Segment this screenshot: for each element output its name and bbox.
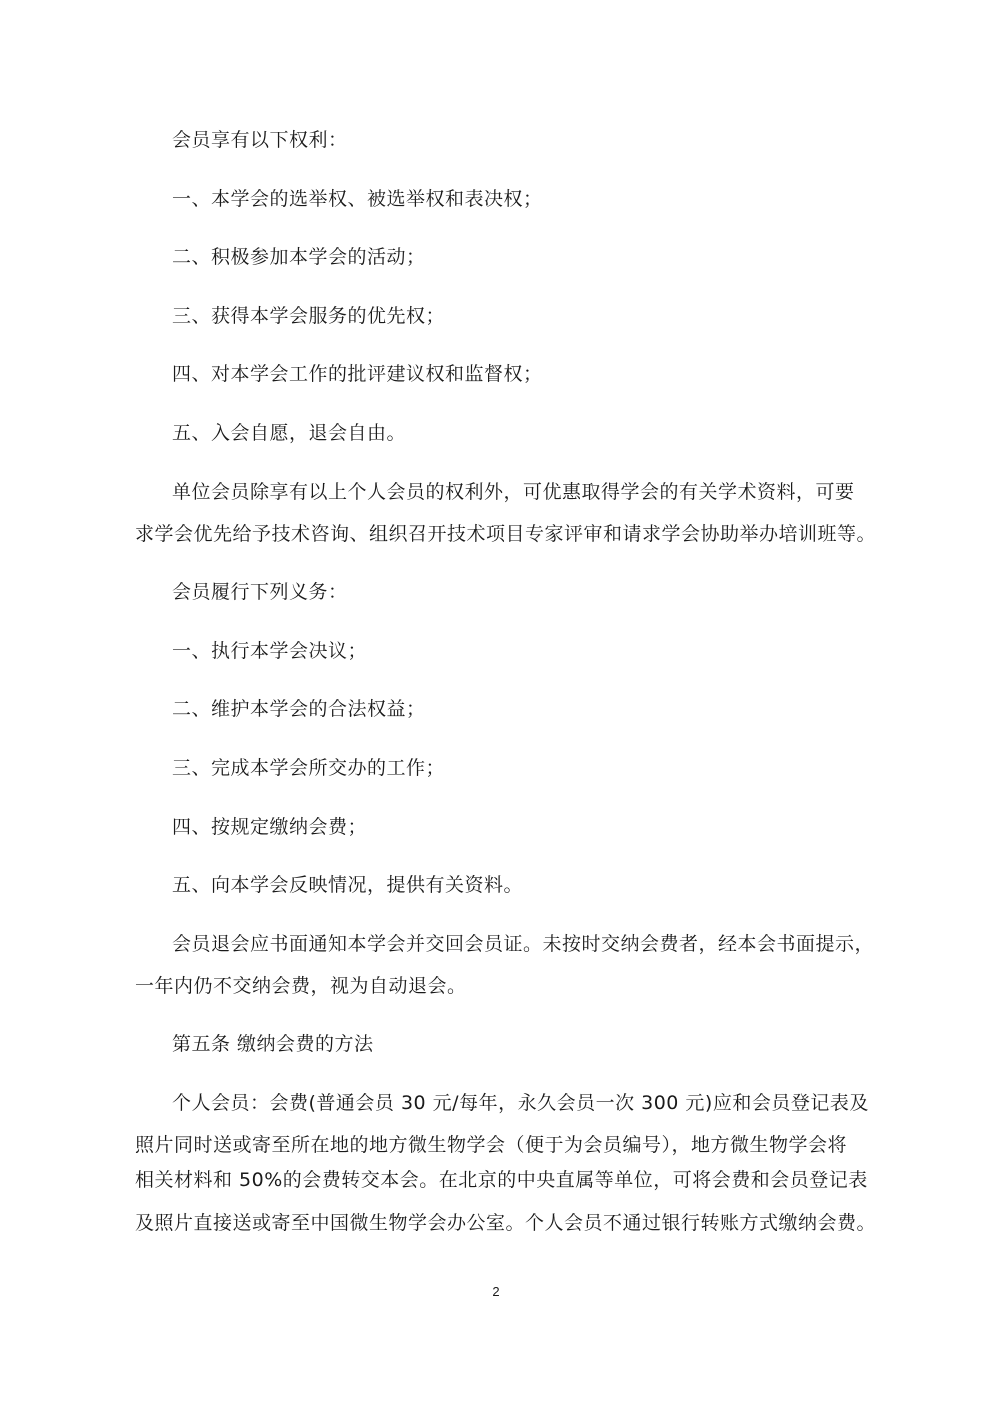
page-number: 2	[492, 1284, 500, 1299]
withdrawal-paragraph-line: 会员退会应书面通知本学会并交回会员证。未按时交纳会费者，经本会书面提示，	[172, 933, 875, 955]
rights-item: 五、入会自愿，退会自由。	[172, 422, 407, 444]
duties-heading: 会员履行下列义务：	[172, 581, 348, 603]
individual-member-paragraph-line: 照片同时送或寄至所在地的地方微生物学会（便于为会员编号），地方微生物学会将	[135, 1134, 848, 1156]
unit-member-paragraph-line: 求学会优先给予技术咨询、组织召开技术项目专家评审和请求学会协助举办培训班等。	[135, 523, 877, 545]
individual-member-paragraph-line: 个人会员：会费(普通会员 30 元/每年，永久会员一次 300 元)应和会员登记表及	[172, 1092, 869, 1114]
duties-item: 四、按规定缴纳会费；	[172, 816, 368, 838]
rights-heading: 会员享有以下权利：	[172, 129, 348, 151]
duties-item: 一、执行本学会决议；	[172, 640, 368, 662]
rights-item: 三、获得本学会服务的优先权；	[172, 305, 446, 327]
rights-item: 四、对本学会工作的批评建议权和监督权；	[172, 363, 543, 385]
article-title: 第五条 缴纳会费的方法	[172, 1033, 374, 1055]
unit-member-paragraph-line: 单位会员除享有以上个人会员的权利外，可优惠取得学会的有关学术资料，可要	[172, 481, 855, 503]
individual-member-paragraph-line: 相关材料和 50%的会费转交本会。在北京的中央直属等单位，可将会费和会员登记表	[135, 1169, 868, 1191]
rights-item: 二、积极参加本学会的活动；	[172, 246, 426, 268]
withdrawal-paragraph-line: 一年内仍不交纳会费，视为自动退会。	[135, 975, 467, 997]
individual-member-paragraph-line: 及照片直接送或寄至中国微生物学会办公室。个人会员不通过银行转账方式缴纳会费。	[135, 1212, 877, 1234]
rights-item: 一、本学会的选举权、被选举权和表决权；	[172, 188, 543, 210]
duties-item: 三、完成本学会所交办的工作；	[172, 757, 446, 779]
duties-item: 二、维护本学会的合法权益；	[172, 698, 426, 720]
duties-item: 五、向本学会反映情况，提供有关资料。	[172, 874, 524, 896]
